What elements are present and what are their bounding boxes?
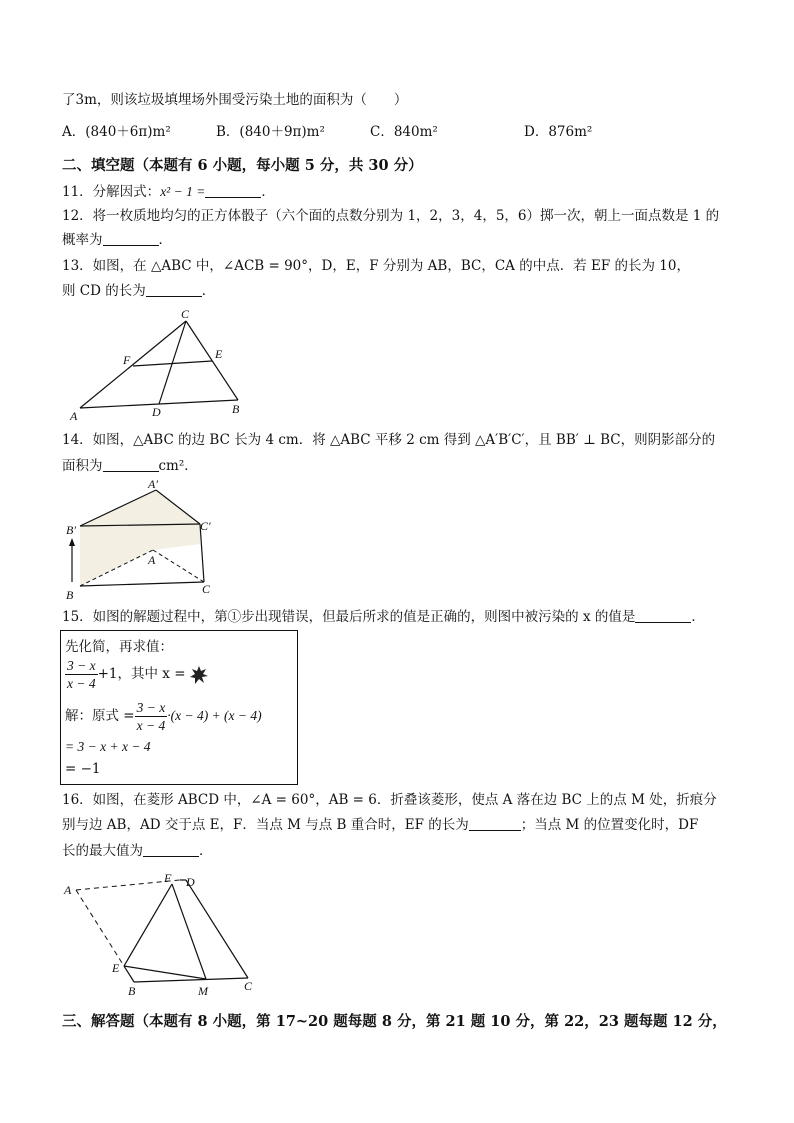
option-value: 876m² — [548, 124, 593, 140]
q11-prefix: 11．分解因式： — [62, 184, 161, 200]
segment-ac — [80, 321, 186, 408]
segment-ac — [153, 550, 204, 582]
answer-blank — [103, 231, 159, 246]
box-title: 先化简，再求值： — [65, 639, 173, 655]
answer-blank — [143, 842, 199, 857]
answer-blank — [205, 183, 261, 198]
label-a-prime: A′ — [148, 478, 158, 491]
label-a: A — [64, 883, 72, 897]
answer-blank — [469, 816, 521, 831]
q16-figure — [60, 868, 270, 1003]
q12-end: ． — [158, 232, 172, 248]
option-key: C． — [370, 124, 394, 140]
q15-text: 15．如图的解题过程中，第①步出现错误，但最后所求的值是正确的，则图中被污染的 x 的值是 — [62, 609, 636, 625]
q10-tail: 了3m，则该垃圾填埋场外围受污染土地的面积为（ ） — [62, 92, 408, 108]
q13-figure — [60, 308, 260, 423]
option-value: (840＋6π)m² — [85, 124, 171, 140]
segment-fm — [172, 884, 206, 979]
label-a: A — [70, 409, 78, 423]
section-2-heading: 二、填空题（本题有 6 小题，每小题 5 分，共 30 分） — [62, 157, 423, 174]
solution-suffix: ·(x − 4) + (x − 4) — [167, 708, 262, 723]
q13-line-2 — [62, 281, 215, 301]
box-expression — [65, 657, 208, 692]
q11-expression: x² − 1 = — [160, 184, 206, 199]
q16-text-c: 长的最大值为 — [62, 843, 143, 859]
q16-text-a: 别与边 AB，AD 交于点 E，F．当点 M 与点 B 重合时，EF 的长为 — [62, 817, 469, 833]
label-m: M — [198, 984, 208, 998]
label-b: B — [128, 984, 136, 998]
segment-bc — [134, 978, 248, 982]
label-b: B — [232, 402, 240, 416]
label-d: D — [186, 875, 195, 889]
label-b-prime: B′ — [66, 523, 76, 537]
section-3-heading: 三、解答题（本题有 8 小题，第 17~20 题每题 8 分，第 21 题 10 分，第 22，23 题每题 12 分， — [62, 1013, 727, 1030]
box-line-3: = 3 − x + x − 4 — [65, 739, 151, 754]
q14-text: 面积为 — [62, 458, 103, 474]
solution-prefix: 解：原式 = — [65, 708, 135, 724]
q14-end: cm²． — [158, 458, 198, 474]
q10-option-c — [370, 122, 438, 142]
q16-line-1: 16．如图，在菱形 ABCD 中，∠A = 60°，AB = 6．折叠该菱形，使点 A 落在边 BC 上的点 M 处，折痕分 — [62, 792, 717, 808]
option-value: 840m² — [393, 124, 438, 140]
label-c: C — [181, 308, 190, 321]
label-c: C — [244, 979, 253, 993]
q10-option-d — [524, 122, 592, 142]
q14-line-2 — [62, 456, 198, 476]
segment-em — [124, 966, 206, 979]
segment-dc — [186, 880, 248, 978]
plus-one-text: +1，其中 x = — [97, 666, 186, 682]
fraction-denominator: x − 4 — [136, 718, 166, 733]
fraction-denominator: x − 4 — [67, 676, 96, 691]
segment-ae — [76, 890, 124, 966]
fraction — [135, 699, 168, 734]
answer-blank — [146, 282, 202, 297]
segment-cb — [186, 321, 238, 400]
label-f: F — [123, 353, 131, 367]
fraction-numerator: 3 − x — [136, 700, 166, 715]
label-d: D — [152, 405, 161, 419]
q10-option-a — [62, 122, 171, 142]
q16-line-3 — [62, 841, 213, 861]
q15-end: ． — [691, 609, 705, 625]
q14-line-1: 14．如图，△ABC 的边 BC 长为 4 cm．将 △ABC 平移 2 cm 得到 △A′B′C′，且 BB′ ⊥ BC，则阴影部分的 — [62, 432, 716, 448]
q15-solution-box — [60, 630, 298, 785]
label-a: A — [148, 553, 156, 567]
ink-stain-icon — [190, 666, 208, 684]
q13-line-1: 13．如图，在 △ABC 中，∠ACB = 90°，D，E，F 分别为 AB，BC，CA 的中点．若 EF 的长为 10， — [62, 258, 690, 274]
option-key: A． — [62, 124, 86, 140]
label-e: E — [112, 961, 120, 975]
label-f: F — [164, 871, 172, 885]
box-line-4: = −1 — [65, 761, 101, 777]
q14-figure — [60, 478, 230, 603]
q16-text-b: ；当点 M 的位置变化时，DF — [520, 817, 699, 833]
q11 — [62, 182, 275, 202]
q10-option-b — [216, 122, 325, 142]
box-solution — [65, 699, 262, 734]
label-c-prime: C′ — [200, 519, 211, 533]
q15-line-1 — [62, 607, 705, 627]
label-b: B — [66, 588, 74, 602]
segment-bc — [80, 582, 204, 586]
answer-blank — [103, 457, 159, 472]
q13-text: 则 CD 的长为 — [62, 283, 146, 299]
q12-line-2 — [62, 230, 172, 250]
label-c: C — [202, 582, 211, 596]
label-e: E — [215, 347, 223, 361]
segment-ef — [124, 884, 172, 966]
q11-end: ． — [261, 184, 275, 200]
shaded-region — [80, 490, 200, 586]
option-value: (840＋9π)m² — [239, 124, 325, 140]
fraction-numerator: 3 − x — [67, 658, 96, 673]
q13-end: ． — [201, 283, 216, 299]
q12-line-1: 12．将一枚质地均匀的正方体骰子（六个面的点数分别为 1，2，3，4，5，6）掷一次，朝上一面点数是 1 的 — [62, 208, 720, 224]
answer-blank — [635, 608, 691, 623]
segment-eb — [124, 966, 134, 982]
q12-text: 概率为 — [62, 232, 103, 248]
option-key: B． — [216, 124, 240, 140]
option-key: D． — [524, 124, 549, 140]
arrow-head-icon — [69, 538, 75, 546]
q16-line-2 — [62, 815, 698, 835]
fraction — [65, 657, 98, 692]
q16-end: ． — [199, 843, 213, 859]
